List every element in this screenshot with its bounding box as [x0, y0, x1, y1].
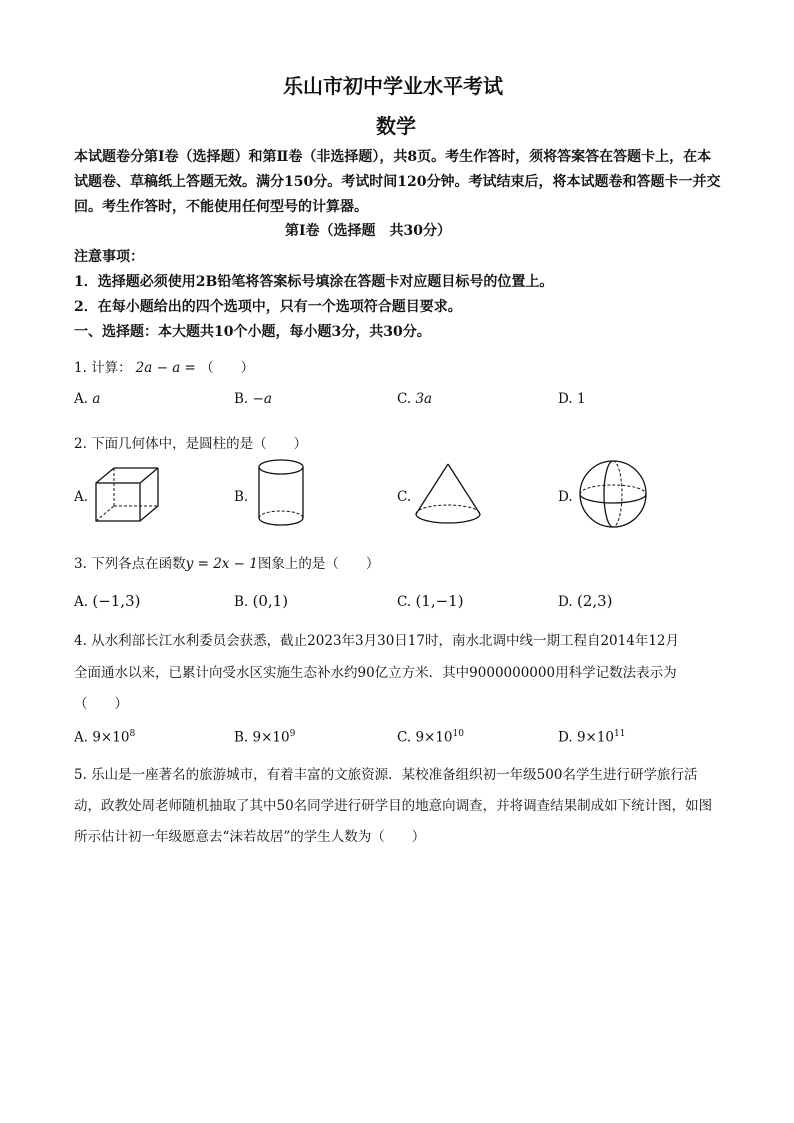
sphere-icon	[578, 459, 648, 529]
option-3c[interactable]	[397, 592, 464, 610]
option-value: a	[92, 391, 101, 407]
option-label: B.	[234, 489, 249, 505]
option-exponent: 9	[289, 729, 296, 739]
exam-title: 乐山市初中学业水平考试	[283, 74, 503, 98]
option-base: 9×10	[252, 729, 290, 746]
option-label: A.	[74, 594, 89, 610]
exam-intro: 本试题卷分第Ⅰ卷（选择题）和第Ⅱ卷（非选择题），共8页。考生作答时，须将答案答在答题卡上，在本试题卷、草稿纸上答题无效。满分150分。考试时间120分钟。考试结束后，将本试题卷和答题卡一并交回。考生作答时，不能使用任何型号的计算器。	[74, 149, 721, 215]
option-4b[interactable]	[234, 729, 295, 746]
option-label: C.	[397, 391, 412, 407]
option-value: (0,1)	[252, 592, 289, 610]
option-value: 1	[576, 391, 586, 407]
option-4d[interactable]	[558, 729, 625, 746]
option-label: C.	[397, 594, 412, 610]
notes-heading: 注意事项：	[74, 249, 144, 265]
option-label: C.	[397, 489, 412, 505]
option-4a[interactable]	[74, 729, 135, 746]
note-item: 1．选择题必须使用2B铅笔将答案标号填涂在答题卡对应题目标号的位置上。	[74, 274, 554, 290]
question-4-line: （ ）	[74, 696, 128, 712]
option-1b[interactable]	[234, 391, 272, 407]
option-1d[interactable]	[558, 391, 586, 407]
option-base: 9×10	[92, 729, 130, 746]
question-1-formula: 2a − a =	[135, 360, 201, 376]
option-4c[interactable]	[397, 729, 464, 746]
option-value: (2,3)	[576, 592, 613, 610]
option-value: (1,−1)	[415, 592, 464, 610]
question-3-stem	[74, 552, 379, 572]
option-label: D.	[558, 391, 573, 407]
option-label: C.	[397, 729, 412, 746]
question-5-stem: 5. 乐山是一座著名的旅游城市，有着丰富的文旅资源．某校准备组织初一年级500名学生进行研学旅行活动，政教处周老师随机抽取了其中50名同学进行研学目的地意向调查，并将调查结果制成如下统计图，如图所示估计初一年级愿意去“沫若故居”的学生人数为（ ）	[74, 767, 713, 845]
option-exponent: 10	[452, 729, 464, 739]
question-2-stem: 2. 下面几何体中，是圆柱的是（ ）	[74, 436, 308, 452]
option-3a[interactable]	[74, 592, 140, 610]
cylinder-icon	[256, 458, 306, 528]
option-1a[interactable]	[74, 391, 100, 407]
option-label: B.	[234, 594, 249, 610]
option-2c[interactable]	[397, 489, 411, 505]
option-label: B.	[234, 729, 249, 746]
option-label: D.	[558, 594, 573, 610]
option-exponent: 8	[129, 729, 136, 739]
volume-title: 第Ⅰ卷（选择题 共30分）	[285, 223, 452, 239]
question-3-suffix: 图象上的是（ ）	[257, 556, 380, 572]
cube-icon	[94, 465, 164, 525]
question-4-line: 全面通水以来，已累计向受水区实施生态补水约90亿立方米．其中9000000000用科学记数法表示为	[74, 665, 677, 681]
option-label: D.	[558, 729, 573, 746]
option-value: −a	[252, 391, 272, 407]
option-2a[interactable]	[74, 489, 88, 505]
question-1-suffix: （ ）	[200, 360, 255, 376]
option-base: 9×10	[415, 729, 453, 746]
section-heading: 一、选择题：本大题共10个小题，每小题3分，共30分。	[74, 324, 431, 340]
option-label: B.	[234, 391, 249, 407]
option-3d[interactable]	[558, 592, 613, 610]
option-exponent: 11	[614, 729, 626, 739]
question-1-stem	[74, 356, 254, 376]
option-label: A.	[74, 729, 89, 746]
option-label: A.	[74, 489, 89, 505]
option-2d[interactable]	[558, 489, 573, 505]
subject-title: 数学	[376, 114, 416, 138]
note-item: 2．在每小题给出的四个选项中，只有一个选项符合题目要求。	[74, 299, 462, 315]
question-3-formula: y = 2x − 1	[185, 556, 258, 572]
option-2b[interactable]	[234, 489, 248, 505]
option-label: D.	[558, 489, 573, 505]
option-value: (−1,3)	[92, 592, 141, 610]
cone-icon	[413, 462, 483, 528]
question-1-prefix: 1. 计算：	[74, 360, 132, 376]
option-value: 3a	[415, 391, 433, 407]
question-4-line: 4. 从水利部长江水利委员会获悉，截止2023年3月30日17时，南水北调中线一期工程自2014年12月	[74, 633, 680, 649]
option-1c[interactable]	[397, 391, 432, 407]
question-3-prefix: 3. 下列各点在函数	[74, 556, 186, 572]
option-label: A.	[74, 391, 89, 407]
option-base: 9×10	[576, 729, 615, 746]
option-3b[interactable]	[234, 592, 288, 610]
